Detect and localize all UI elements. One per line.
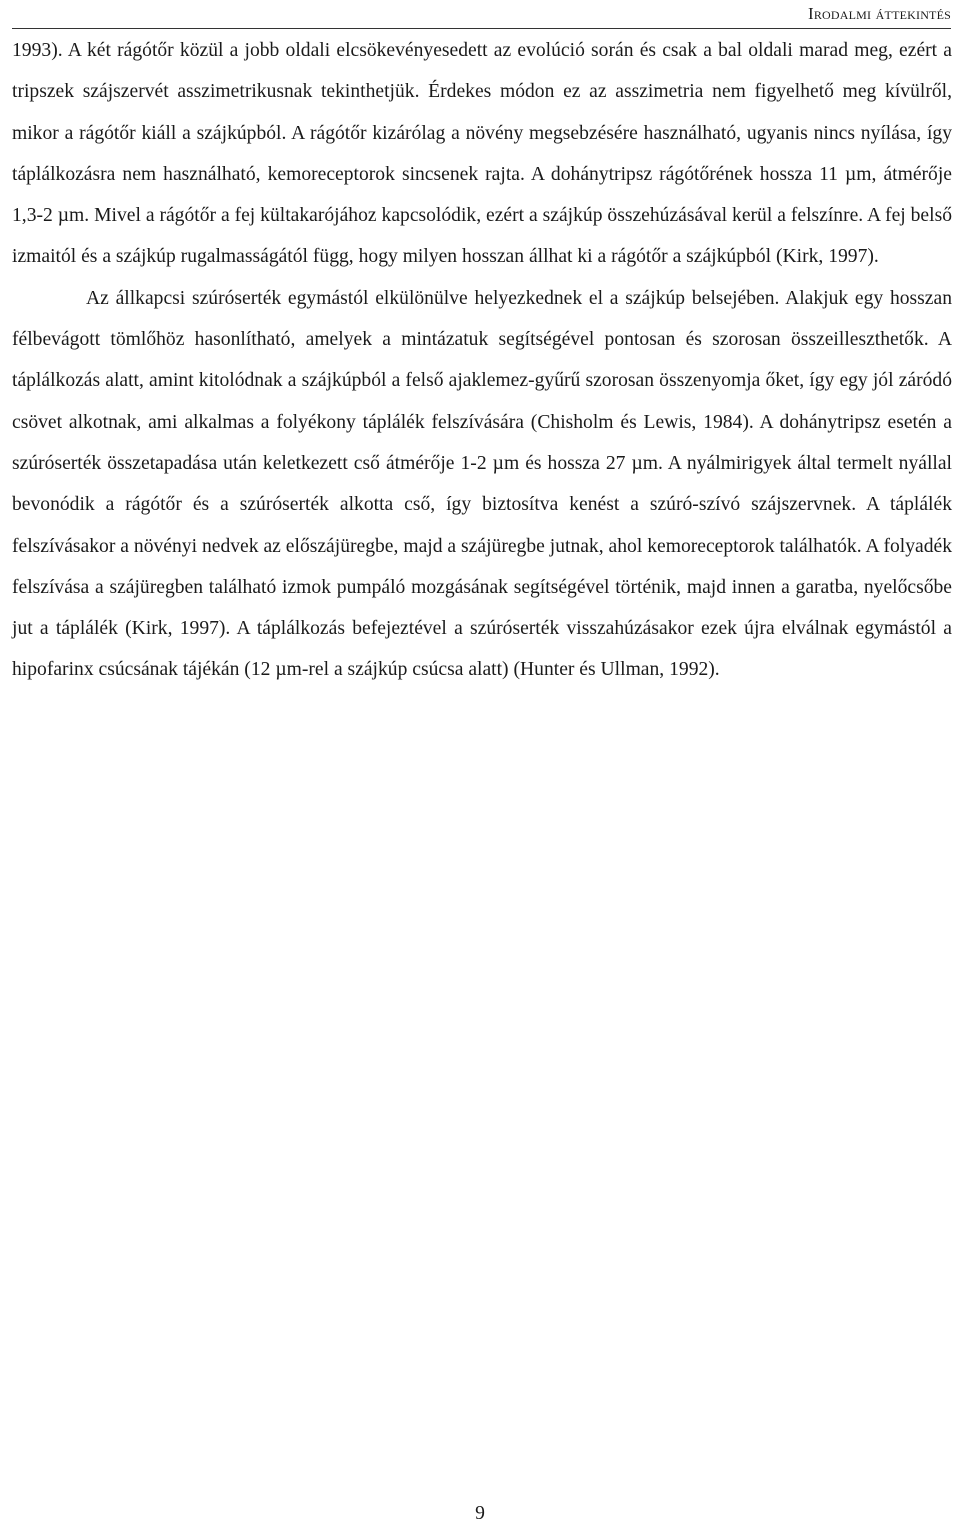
paragraph-2: Az állkapcsi szúróserték egymástól elkülönülve helyezkednek el a szájkúp belsejében. Alakjuk egy hosszan félbevágott tömlőhöz hasonlítható, amelyek a mintázatuk segítségével pontosan és szorosan összeilleszthetők. A táplálkozás alatt, amint kitolódnak a szájkúpból a felső ajaklemez-gyűrű szorosan összenyomja őket, így egy jól záródó csövet alkotnak, ami alkalmas a folyékony táplálék felszívására (Chisholm és Lewis, 1984). A dohánytripsz esetén a szúróserték összetapadása után keletkezett cső átmérője 1-2 µm és hossza 27 µm. A nyálmirigyek által termelt nyállal bevonódik a rágótőr és a szúróserték alkotta cső, így biztosítva kenést a szúró-szívó szájszervnek. A táplálék felszívásakor a növényi nedvek az előszájüregbe, majd a szájüregbe jutnak, ahol kemoreceptorok találhatók. A folyadék felszívása a szájüregben található izmok pumpáló mozgásának segítségével történik, majd innen a garatba, nyelőcsőbe jut a táplálék (Kirk, 1997). A táplálkozás befejeztével a szúróserték visszahúzásakor ezek újra elválnak egymástól a hipofarinx csúcsának tájékán (12 µm-rel a szájkúp csúcsa alatt) (Hunter és Ullman, 1992). (12, 287, 952, 681)
running-header (12, 4, 951, 29)
page-number: 9 (475, 1503, 485, 1524)
paragraph-1: 1993). A két rágótőr közül a jobb oldali elcsökevényesedett az evolúció során és csak a bal oldali marad meg, ezért a tripszek szájszervét asszimetrikusnak tekinthetjük. Érdekes módon ez az asszimetria nem figyelhető meg kívülről, mikor a rágótőr kiáll a szájkúpból. A rágótőr kizárólag a növény megsebzésére használható, ugyanis nincs nyílása, így táplálkozásra nem használható, kemoreceptorok sincsenek rajta. A dohánytripsz rágótőrének hossza 11 µm, átmérője 1,3-2 µm. Mivel a rágótőr a fej kültakarójához kapcsolódik, ezért a szájkúp összehúzásával kerül a felszínre. A fej belső izmaitól és a szájkúp rugalmasságától függ, hogy milyen hosszan állhat ki a rágótőr a szájkúpból (Kirk, 1997). (12, 40, 952, 268)
body-text (12, 30, 952, 691)
running-title: Irodalmi áttekintés (807, 4, 951, 23)
